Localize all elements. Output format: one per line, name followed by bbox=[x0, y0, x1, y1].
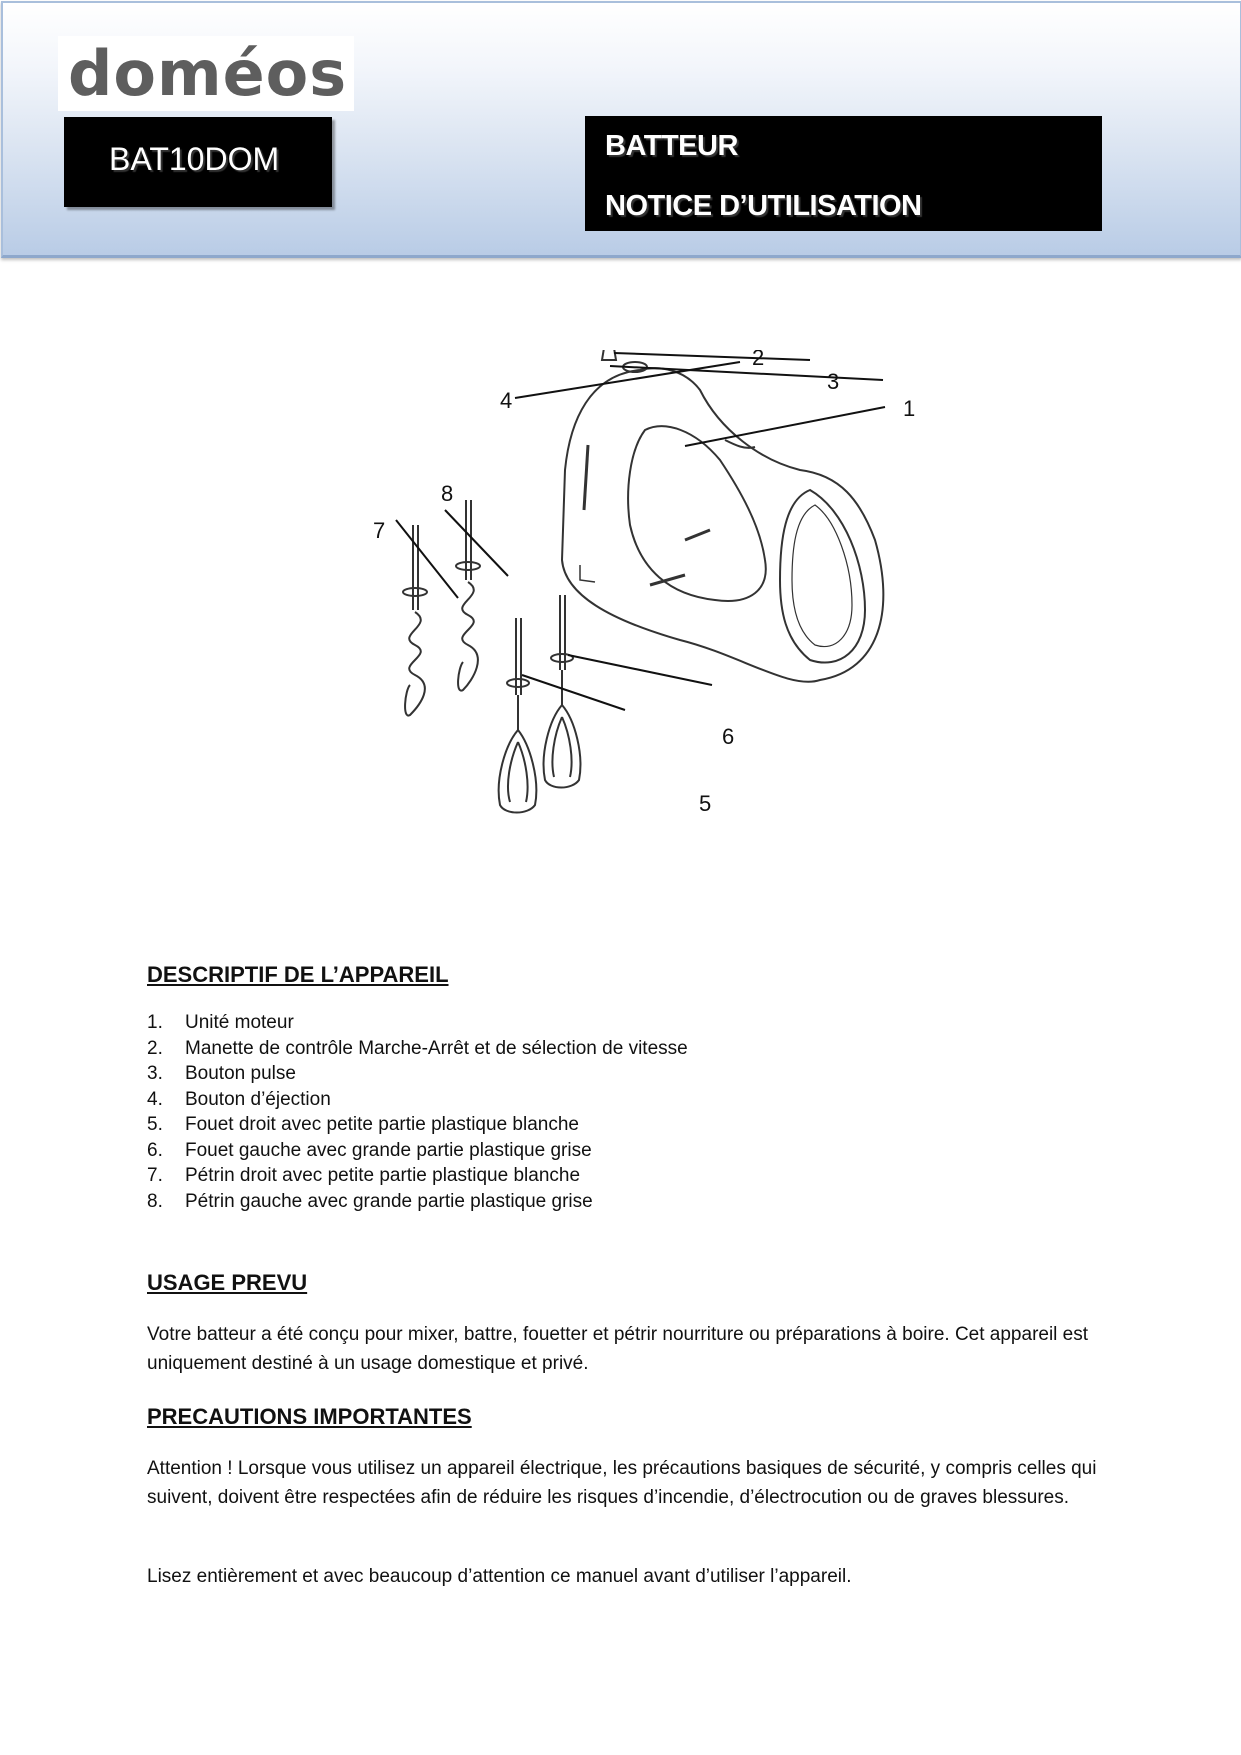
motor-unit-body bbox=[562, 368, 883, 682]
callout-3: 3 bbox=[827, 369, 840, 394]
precautions-reminder: Lisez entièrement et avec beaucoup d’attention ce manuel avant d’utiliser l’appareil. bbox=[147, 1566, 852, 1587]
mixer-diagram bbox=[340, 350, 980, 930]
usage-paragraph: Votre batteur a été conçu pour mixer, battre, fouetter et pétrir nourriture ou préparations à boire. Cet appareil est uniquement destiné à un usage domestique et privé. bbox=[147, 1324, 1089, 1374]
callout-1: 1 bbox=[903, 396, 916, 421]
dough-hook-left bbox=[456, 500, 480, 691]
list-item: 8. Pétrin gauche avec grande partie plastique grise bbox=[147, 1190, 593, 1212]
speed-switch bbox=[602, 350, 616, 360]
usage-title: USAGE PREVU bbox=[147, 1270, 308, 1295]
beater-left bbox=[544, 595, 581, 788]
description-title: DESCRIPTIF DE L’APPAREIL bbox=[147, 962, 449, 987]
precautions-title: PRECAUTIONS IMPORTANTES bbox=[147, 1404, 472, 1429]
callout-8: 8 bbox=[441, 481, 454, 506]
model-number: BAT10DOM bbox=[109, 141, 280, 177]
document-type: NOTICE D’UTILISATION bbox=[605, 190, 922, 222]
list-item: 1. Unité moteur bbox=[147, 1012, 294, 1033]
beater-right bbox=[499, 618, 537, 813]
list-item: 7. Pétrin droit avec petite partie plastique blanche bbox=[147, 1165, 581, 1186]
callout-6: 6 bbox=[722, 724, 735, 749]
callout-5: 5 bbox=[699, 791, 712, 816]
list-item: 2. Manette de contrôle Marche-Arrêt et de sélection de vitesse bbox=[147, 1037, 688, 1059]
parts-list bbox=[147, 1010, 688, 1214]
brand-logo-text: doméos bbox=[68, 37, 348, 110]
product-type: BATTEUR bbox=[605, 130, 738, 162]
document-header bbox=[1, 1, 1241, 258]
model-badge bbox=[64, 117, 332, 207]
handle-opening bbox=[628, 426, 766, 601]
list-item: 4. Bouton d’éjection bbox=[147, 1088, 331, 1110]
title-banner bbox=[585, 116, 1102, 231]
list-item: 3. Bouton pulse bbox=[147, 1063, 296, 1084]
precautions-paragraph: Attention ! Lorsque vous utilisez un appareil électrique, les précautions basiques de sécurité, y compris celles qui suivent, doivent être respectées afin de réduire les risques d’incendie, d’électrocution ou de graves blessures. bbox=[147, 1458, 1097, 1508]
callout-7: 7 bbox=[373, 518, 386, 543]
callout-2: 2 bbox=[752, 350, 765, 370]
list-item: 5. Fouet droit avec petite partie plastique blanche bbox=[147, 1114, 579, 1135]
callout-4: 4 bbox=[500, 388, 513, 413]
rear-panel bbox=[780, 490, 865, 663]
list-item: 6. Fouet gauche avec grande partie plastique grise bbox=[147, 1139, 592, 1161]
brand-logo bbox=[58, 36, 354, 111]
